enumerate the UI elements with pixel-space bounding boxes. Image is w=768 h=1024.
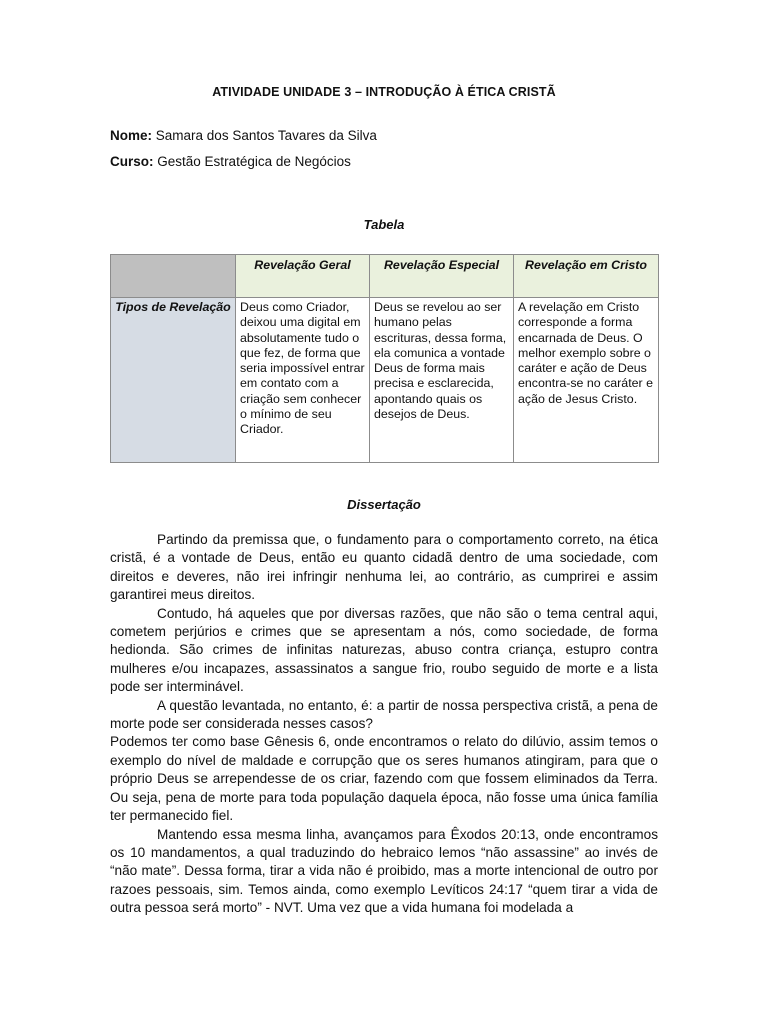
paragraph: A questão levantada, no entanto, é: a partir de nossa perspectiva cristã, a pena de morte pode ser considerada nesses casos? — [110, 697, 658, 732]
table-section-title: Tabela — [363, 217, 405, 232]
paragraph: Partindo da premissa que, o fundamento para o comportamento correto, na ética cristã, é a vontade de Deus, então eu quanto cidadã dentro de uma sociedade, com direitos e deveres, não irei infringir nenhuma lei, ao contrário, as cumprirei e assim garantirei meus direitos. — [110, 532, 658, 603]
cell-revelacao-especial: Deus se revelou ao ser humano pelas escrituras, dessa forma, ela comunica a vontade Deus de forma mais precisa e esclarecida, apontando quais os desejos de Deus. — [370, 298, 514, 463]
name-colon: : — [147, 128, 153, 143]
cell-revelacao-cristo: A revelação em Cristo corresponde a forma encarnada de Deus. O melhor exemplo sobre o caráter e ação de Deus encontra-se no caráter e ação de Jesus Cristo. — [514, 298, 659, 463]
revelation-table — [110, 254, 659, 463]
course-label: Curso — [110, 154, 150, 169]
course-value: Gestão Estratégica de Negócios — [157, 154, 351, 169]
document-title: ATIVIDADE UNIDADE 3 – INTRODUÇÃO À ÉTICA CRISTÃ — [212, 85, 556, 99]
paragraph: Contudo, há aqueles que por diversas razões, que não são o tema central aqui, cometem perjúrios e crimes que se apresentam a nós, como sociedade, de forma hedionda. São crimes de infinitas naturezas, abuso contra criança, estupro contra mulheres e/ou incapazes, assassinatos a sangue frio, roubo seguido de morte e a lista pode ser interminável. — [110, 605, 658, 695]
name-label: Nome — [110, 128, 148, 143]
cell-revelacao-geral: Deus como Criador, deixou uma digital em absolutamente tudo o que fez, de forma que seria impossível entrar em contato com a criação sem conhecer o mínimo de seu Criador. — [236, 298, 370, 463]
table-corner-cell — [111, 255, 236, 298]
header-revelacao-especial: Revelação Especial — [370, 255, 514, 298]
table-header-row — [111, 255, 659, 298]
table-row — [111, 298, 659, 463]
name-value: Samara dos Santos Tavares da Silva — [155, 128, 377, 143]
paragraph: Mantendo essa mesma linha, avançamos para Êxodos 20:13, onde encontramos os 10 mandamentos, a qual traduzindo do hebraico lemos “não assassine” ao invés de “não mate”. Dessa forma, tirar a vida não é proibido, mas a morte intencional de outro por razoes pessoais, sim. Temos ainda, como exemplo Levíticos 24:17 “quem tirar a vida de outra pessoa será morto” - NVT. Uma vez que a vida humana foi modelada a — [110, 826, 658, 916]
name-field — [110, 128, 377, 143]
dissertation-body — [110, 531, 658, 918]
dissertation-title: Dissertação — [347, 497, 421, 512]
course-colon: : — [149, 154, 154, 169]
course-field — [110, 154, 351, 169]
paragraph: Podemos ter como base Gênesis 6, onde encontramos o relato do dilúvio, assim temos o exemplo do nível de maldade e corrupção que os seres humanos atingiram, para que o próprio Deus se arrependesse de os criar, fazendo com que fossem eliminados da Terra. Ou seja, pena de morte para toda população daquela época, não fosse uma única família ter permanecido fiel. — [110, 734, 658, 824]
row-label-tipos: Tipos de Revelação — [111, 298, 236, 463]
header-revelacao-cristo: Revelação em Cristo — [514, 255, 659, 298]
header-revelacao-geral: Revelação Geral — [236, 255, 370, 298]
